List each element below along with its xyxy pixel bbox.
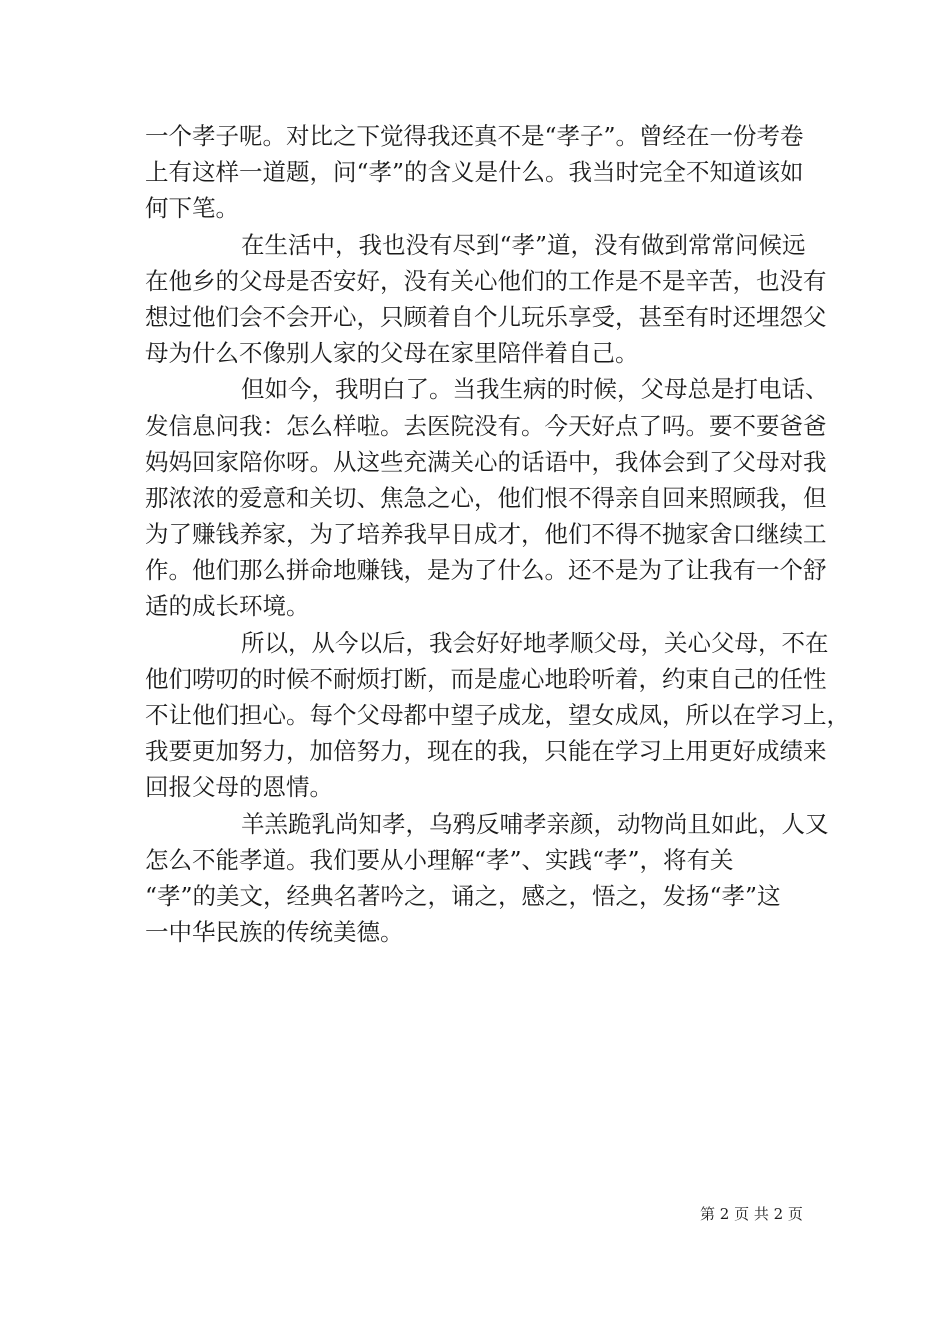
text-line: 作。他们那么拼命地赚钱，是为了什么。还不是为了让我有一个舒 <box>145 556 827 585</box>
text-line: 我要更加努力，加倍努力，现在的我，只能在学习上用更好成绩来 <box>145 737 827 766</box>
paragraph-start-line: 羊羔跪乳尚知孝，乌鸦反哺孝亲颜，动物尚且如此，人又 <box>241 809 829 838</box>
text-line: 怎么不能孝道。我们要从小理解“孝”、实践“孝”，将有关 <box>145 845 734 874</box>
text-line: 不让他们担心。每个父母都中望子成龙，望女成凤，所以在学习上， <box>145 701 850 729</box>
text-line: 妈妈回家陪你呀。从这些充满关心的话语中，我体会到了父母对我 <box>145 447 827 476</box>
text-line: 发信息问我：怎么样啦。去医院没有。今天好点了吗。要不要爸爸 <box>145 411 827 440</box>
paragraph-start-line: 但如今，我明白了。当我生病的时候，父母总是打电话、 <box>241 375 829 404</box>
text-line: 为了赚钱养家，为了培养我早日成才，他们不得不抛家舍口继续工 <box>145 520 827 549</box>
text-line: 何下笔。 <box>145 194 239 223</box>
text-line: “孝”的美文，经典名著吟之，诵之，感之，悟之，发扬“孝”这 <box>145 881 781 910</box>
text-line: 想过他们会不会开心，只顾着自个儿玩乐享受，甚至有时还埋怨父 <box>145 302 827 331</box>
text-line: 一个孝子呢。对比之下觉得我还真不是“孝子”。曾经在一份考卷 <box>145 122 804 150</box>
paragraph-start-line: 所以，从今以后，我会好好地孝顺父母，关心父母，不在 <box>241 628 829 657</box>
text-line: 他们唠叨的时候不耐烦打断，而是虚心地聆听着，约束自己的任性 <box>145 664 827 693</box>
text-line: 那浓浓的爱意和关切、焦急之心，他们恨不得亲自回来照顾我，但 <box>145 483 827 512</box>
text-line: 母为什么不像别人家的父母在家里陪伴着自己。 <box>145 339 639 368</box>
text-line: 一中华民族的传统美德。 <box>145 918 404 947</box>
text-line: 在他乡的父母是否安好，没有关心他们的工作是不是辛苦，也没有 <box>145 266 827 295</box>
body-text <box>145 118 850 950</box>
paragraph-start-line: 在生活中，我也没有尽到“孝”道，没有做到常常问候远 <box>241 230 806 259</box>
text-line: 上有这样一道题，问“孝”的含义是什么。我当时完全不知道该如 <box>145 158 804 187</box>
text-line: 回报父母的恩情。 <box>145 773 333 802</box>
text-line: 适的成长环境。 <box>145 592 310 621</box>
page-number-footer: 第 2 页 共 2 页 <box>700 1205 803 1223</box>
